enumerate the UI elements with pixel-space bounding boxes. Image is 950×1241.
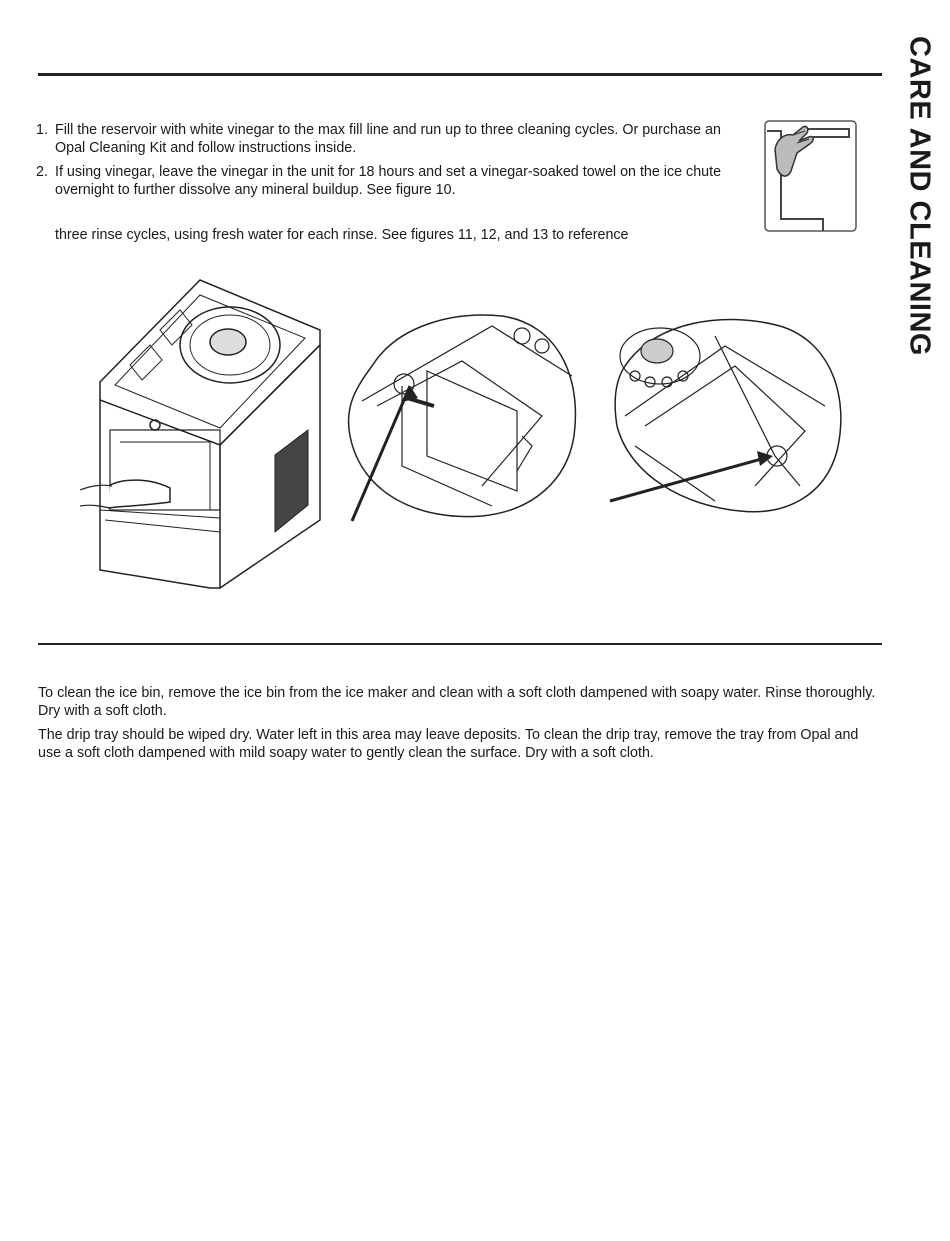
section-divider-rule [38, 643, 882, 645]
glove-icon [763, 119, 858, 233]
step-item [36, 163, 736, 199]
step-continuation-text: three rinse cycles, using fresh water for each rinse. See figures 11, 12, and 13 to reference [55, 227, 629, 243]
step-text: Fill the reservoir with white vinegar to the max fill line and run up to three cleaning cycles. Or purchase an Opal Cleaning Kit and follow instructions inside. [55, 122, 721, 156]
drip-tray-cleaning-paragraph: The drip tray should be wiped dry. Water left in this area may leave deposits. To clean the drip tray, remove the tray from Opal and use a soft cloth dampened with mild soapy water to gently clean the surface. Dry with a soft cloth. [38, 727, 859, 761]
step-item [36, 121, 736, 157]
section-side-tab-label: CARE AND CLEANING [903, 36, 936, 356]
ice-chute-detail-figure [342, 306, 587, 531]
section-side-tab [893, 36, 945, 356]
ice-bin-cleaning-paragraph: To clean the ice bin, remove the ice bin from the ice maker and clean with a soft cloth dampened with soapy water. Rinse thoroughly. Dry with a soft cloth. [38, 685, 876, 719]
step-number: 1. [36, 122, 48, 138]
step-number: 2. [36, 164, 48, 180]
step-text: If using vinegar, leave the vinegar in the unit for 18 hours and set a vinegar-soaked towel on the ice chute overnight to further dissolve any mineral buildup. See figure 10. [55, 164, 722, 198]
figures-row [80, 260, 880, 600]
cleaning-steps-list [36, 121, 736, 205]
ice-maker-figure [80, 270, 330, 600]
drip-tray-detail-figure [605, 306, 855, 531]
top-rule [38, 73, 882, 76]
